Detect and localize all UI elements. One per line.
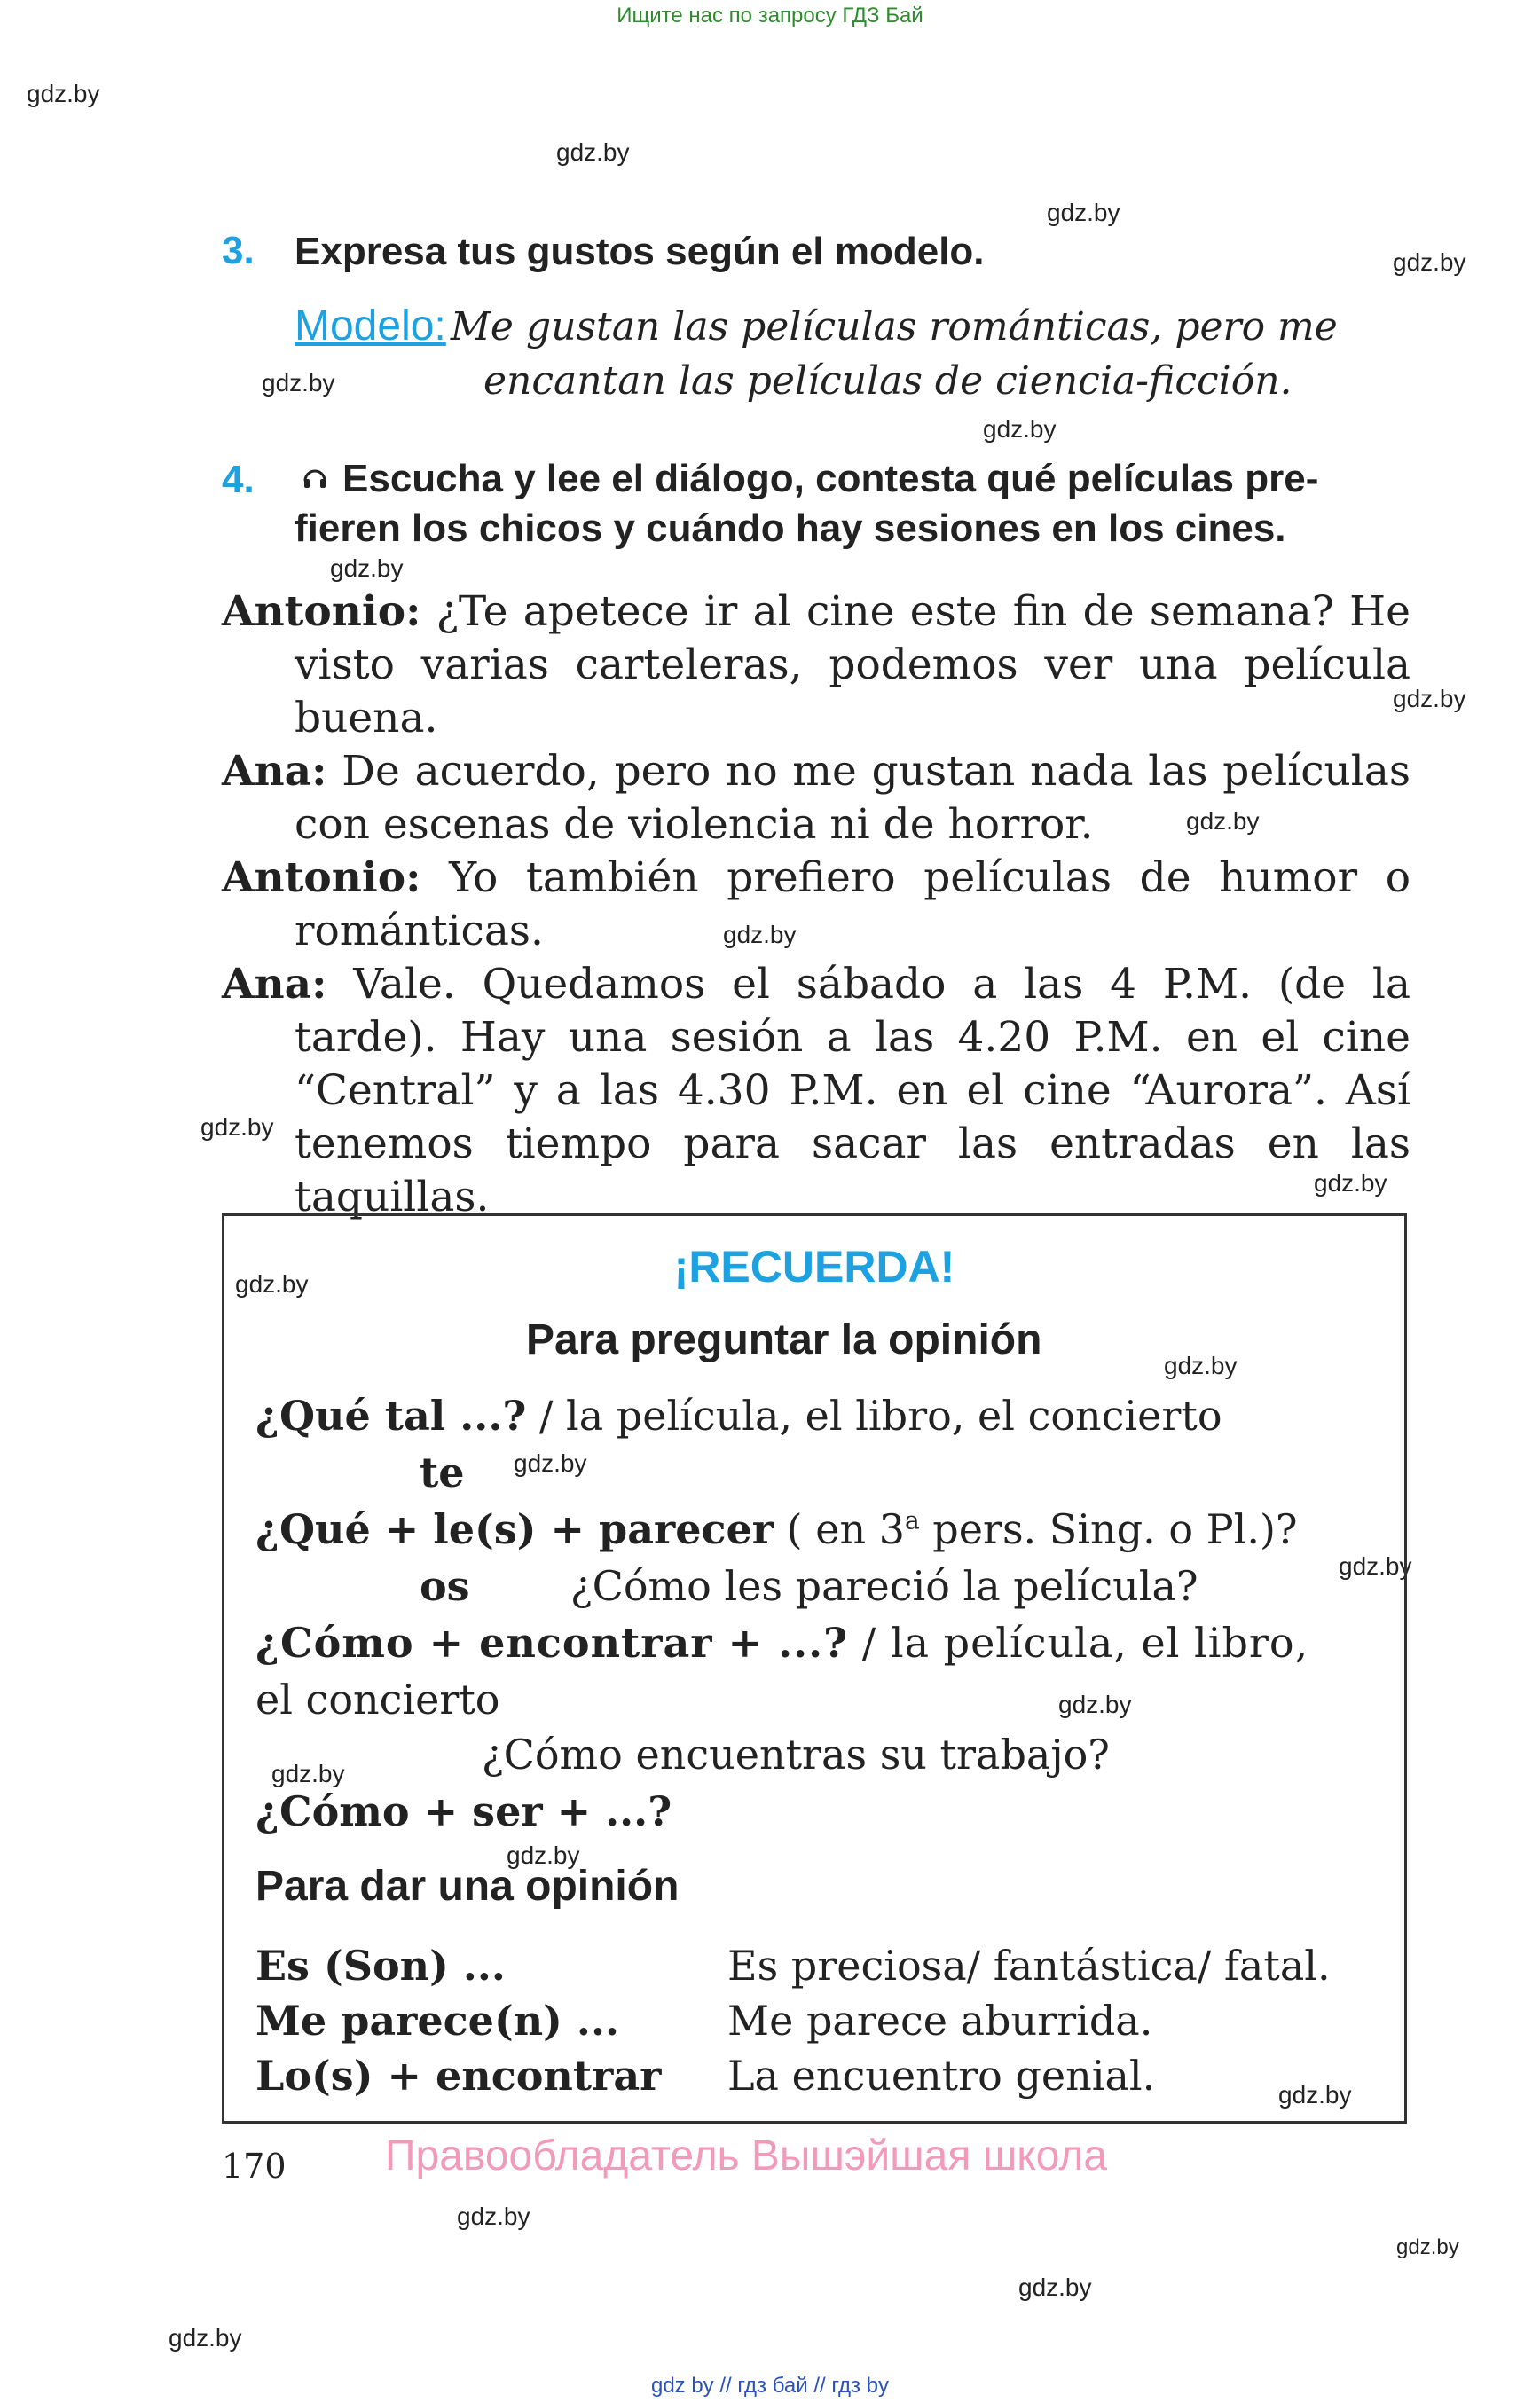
question-encontrar-cont: el concierto [255,1676,500,1724]
dialogue-text: Vale. Quedamos el sábado a las 4 P.M. (de la tarde). Hay una sesión a las 4.20 P.M. en el cine “Central” y a las 4.30 P.M. en el cine “Aurora”. Así tenemos tiempo para sacar las entradas en las taquillas. [295,960,1410,1221]
opinion-left: Es (Son) ... [255,1942,506,1990]
question-parecer: ¿Qué + le(s) + parecer ( en 3$^a$ pers. Sing. o Pl.)? [255,1505,1298,1553]
page-number: 170 [222,2147,287,2186]
modelo-text-2: encantan las películas de ciencia-ficción. [483,358,1292,404]
watermark: gdz.by [330,554,404,582]
recuerda-box [222,1213,1407,2124]
modelo-text-1: Me gustan las películas románticas, pero me [450,304,1338,349]
watermark: gdz.by [983,415,1057,443]
watermark: gdz.by [235,1270,309,1298]
dialogue-line [222,745,1410,852]
opinion-right: Es preciosa/ fantástica/ fatal. [727,1942,1331,1990]
watermark: gdz.by [1339,1552,1412,1580]
watermark: gdz.by [1018,2273,1092,2301]
watermark: gdz.by [1164,1352,1238,1379]
bottom-banner: gdz by // гдз бай // гдз by [650,2374,890,2398]
watermark: gdz.by [1396,2235,1459,2259]
headphone-icon [302,465,337,491]
watermark: gdz.by [1314,1169,1387,1197]
modelo-line-1 [295,302,1338,350]
speaker: Antonio: [222,587,421,636]
pronoun-os: os [420,1562,470,1610]
watermark: gdz.by [1058,1691,1132,1718]
opinion-left: Lo(s) + encontrar [255,2052,662,2100]
watermark: gdz.by [262,369,335,397]
watermark: gdz.by [271,1760,345,1787]
question-que-tal: ¿Qué tal ...? / la película, el libro, el concierto [255,1392,1222,1440]
watermark: gdz.by [169,2324,242,2352]
modelo-label: Modelo: [295,302,446,349]
dialogue-line [222,958,1410,1224]
watermark: gdz.by [514,1449,587,1477]
exercise-3-title: Expresa tus gustos según el modelo. [295,230,985,273]
dialogue-line [222,585,1410,745]
recuerda-title: ¡RECUERDA! [673,1242,955,1292]
dialogue-line [222,852,1410,958]
example-parecer: ¿Cómo les pareció la película? [570,1562,1198,1610]
top-banner: Ищите нас по запросу ГДЗ Бай [617,4,923,27]
dialogue-text: ¿Te apetece ir al cine este fin de semana? He visto varias carteleras, podemos ver una película buena. [295,587,1410,742]
section-give-opinion: Para dar una opinión [255,1863,680,1910]
question-encontrar: ¿Cómo + encontrar + ...? / la película, el libro, [255,1619,1309,1667]
watermark: gdz.by [27,80,100,107]
exercise-4-title-2: fieren los chicos y cuándo hay sesiones en los cines. [295,507,1286,550]
watermark: gdz.by [457,2203,530,2230]
speaker: Ana: [222,747,327,796]
dialogue-text: De acuerdo, pero no me gustan nada las películas con escenas de violencia ni de horror. [295,747,1410,849]
exercise-4-number: 4. [222,458,255,501]
watermark: gdz.by [507,1842,580,1869]
opinion-left: Me parece(n) ... [255,1997,619,2045]
watermark: gdz.by [1393,248,1466,276]
watermark: gdz.by [1047,199,1120,226]
watermark: gdz.by [200,1113,274,1141]
opinion-right: Me parece aburrida. [727,1997,1153,2045]
pronoun-te: te [420,1449,465,1496]
speaker: Ana: [222,960,327,1009]
watermark: gdz.by [723,921,797,948]
watermark: gdz.by [556,138,630,166]
watermark: gdz.by [1186,807,1260,835]
question-ser: ¿Cómo + ser + ...? [255,1787,672,1835]
example-encontrar: ¿Cómo encuentras su trabajo? [482,1731,1110,1779]
section-ask-opinion: Para preguntar la opinión [526,1316,1042,1363]
dialogue-text: Yo también prefiero películas de humor o románticas. [295,853,1410,955]
copyright-holder: Правообладатель Вышэйшая школа [385,2132,1108,2179]
dialogue [222,585,1410,1224]
exercise-3-number: 3. [222,229,255,272]
opinion-right: La encuentro genial. [727,2052,1156,2100]
watermark: gdz.by [1393,685,1466,712]
exercise-4-title-1: Escucha y lee el diálogo, contesta qué películas pre- [342,457,1319,500]
watermark: gdz.by [1278,2081,1352,2109]
speaker: Antonio: [222,853,421,902]
